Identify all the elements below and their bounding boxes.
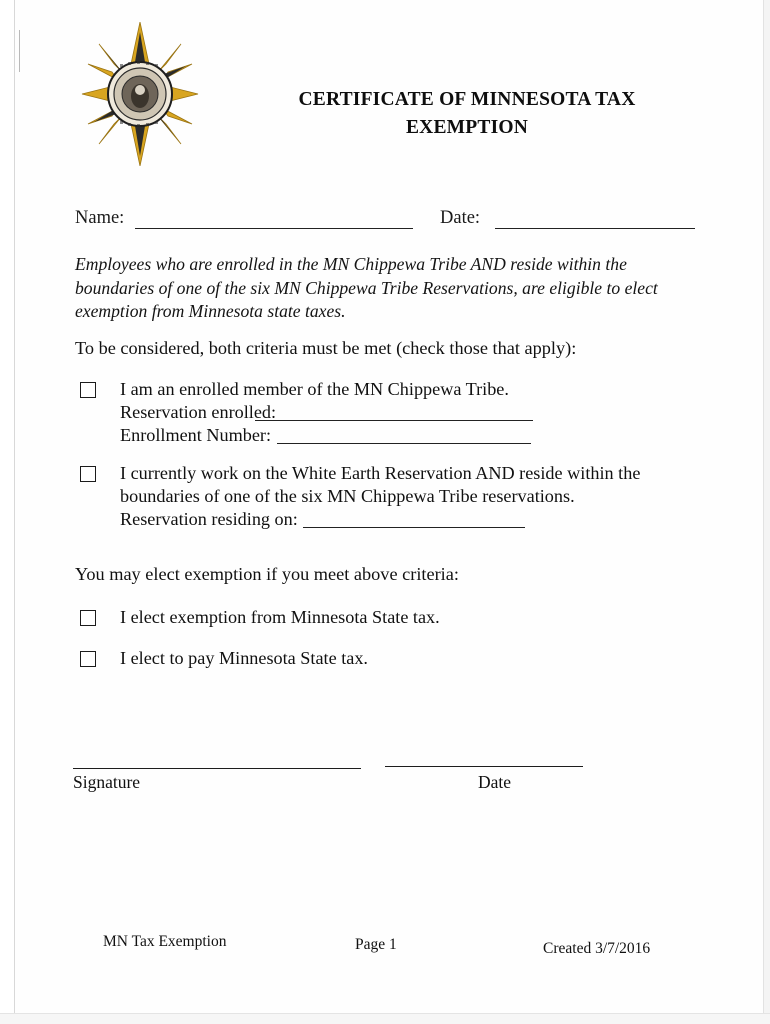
election-prompt: You may elect exemption if you meet above criteria: bbox=[75, 564, 459, 584]
signature-date-input[interactable] bbox=[385, 766, 583, 767]
enrollment-number-label: Enrollment Number: bbox=[120, 425, 272, 445]
criteria-prompt: To be considered, both criteria must be met (check those that apply): bbox=[75, 338, 577, 358]
reservation-residing-label: Reservation residing on: bbox=[120, 509, 298, 529]
scan-edge-right bbox=[763, 0, 770, 1024]
signature-input[interactable] bbox=[73, 768, 361, 769]
enrollment-number-input[interactable] bbox=[277, 443, 531, 444]
checkbox-elect-exemption[interactable] bbox=[80, 610, 96, 626]
scan-artifact-tick bbox=[19, 30, 20, 72]
page-title bbox=[232, 86, 702, 142]
checkbox-enrolled-member[interactable] bbox=[80, 382, 96, 398]
signature-label: Signature bbox=[73, 772, 141, 792]
reservation-residing-input[interactable] bbox=[303, 527, 525, 528]
reservation-enrolled-input[interactable] bbox=[255, 420, 533, 421]
signature-date-label: Date bbox=[478, 772, 512, 792]
eligibility-paragraph: Employees who are enrolled in the MN Chippewa Tribe AND reside within the boundaries of one of the six MN Chippewa Tribe Reservations, are eligible to elect exemption from Minnesota state taxes. bbox=[75, 254, 658, 321]
footer-created-date: Created 3/7/2016 bbox=[543, 940, 651, 957]
checkbox-works-white-earth[interactable] bbox=[80, 466, 96, 482]
scan-edge-bottom bbox=[0, 1013, 770, 1024]
title-line-2: EXEMPTION bbox=[405, 117, 529, 138]
elect-pay-tax-text: I elect to pay Minnesota State tax. bbox=[120, 648, 368, 668]
name-label: Name: bbox=[75, 208, 125, 228]
footer-page-number: Page 1 bbox=[355, 936, 397, 953]
criterion-2-text-line-2: boundaries of one of the six MN Chippewa Tribe reservations. bbox=[120, 486, 575, 506]
scan-edge-left bbox=[0, 0, 15, 1024]
date-label: Date: bbox=[440, 208, 481, 228]
footer-left: MN Tax Exemption bbox=[103, 933, 227, 950]
checkbox-elect-pay-tax[interactable] bbox=[80, 651, 96, 667]
criterion-2-text-line-1: I currently work on the White Earth Reservation AND reside within the bbox=[120, 463, 641, 483]
title-line-1: CERTIFICATE OF MINNESOTA TAX bbox=[298, 89, 636, 110]
name-input[interactable] bbox=[135, 228, 413, 229]
tribal-seal-logo bbox=[79, 22, 201, 166]
elect-exemption-text: I elect exemption from Minnesota State tax. bbox=[120, 607, 440, 627]
name-date-row bbox=[75, 208, 695, 232]
date-input[interactable] bbox=[495, 228, 695, 229]
criterion-1-text: I am an enrolled member of the MN Chippewa Tribe. bbox=[120, 379, 509, 399]
page-footer bbox=[0, 933, 770, 957]
reservation-enrolled-label: Reservation enrolled: bbox=[120, 402, 277, 422]
